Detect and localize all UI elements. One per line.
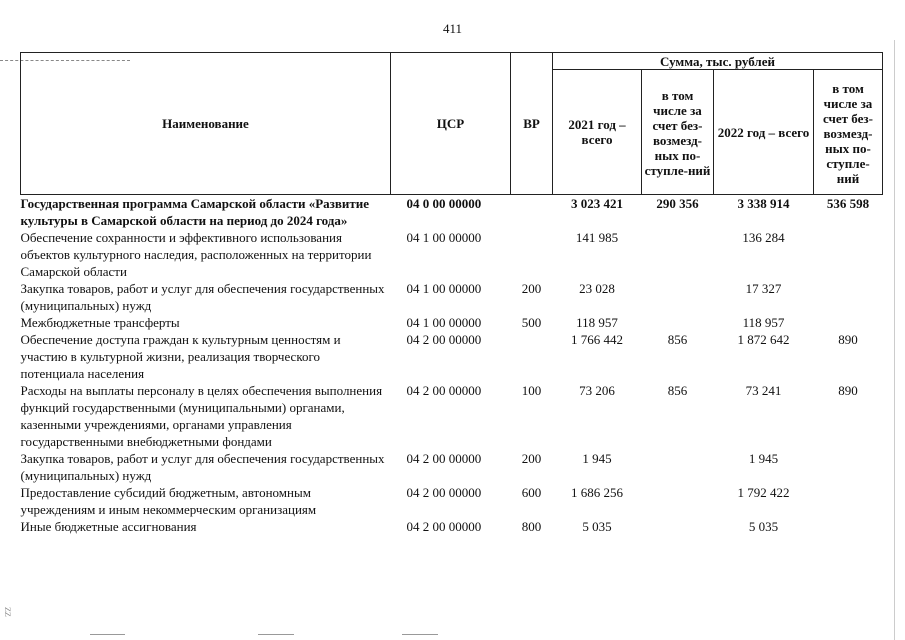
row-2021-free	[642, 450, 714, 484]
table-row	[21, 280, 883, 314]
row-2022-total: 73 241	[745, 383, 782, 398]
header-vr: ВР	[511, 53, 553, 195]
table-row	[21, 518, 883, 535]
header-csr: ЦСР	[391, 53, 511, 195]
row-vr: 200	[521, 451, 542, 466]
row-csr: 04 2 00 00000	[406, 519, 482, 534]
row-vr: 500	[521, 315, 542, 330]
row-2022-total: 3 338 914	[714, 195, 814, 230]
row-csr: 04 1 00 00000	[406, 315, 482, 330]
row-2022-total: 17 327	[745, 281, 782, 296]
row-2022-total: 136 284	[742, 230, 785, 245]
row-csr: 04 2 00 00000	[406, 451, 482, 466]
row-2022-total: 1 872 642	[737, 332, 790, 347]
row-csr: 04 2 00 00000	[406, 332, 482, 347]
row-2022-free	[814, 518, 883, 535]
row-2022-total: 1 792 422	[737, 485, 790, 500]
row-2022-total: 5 035	[748, 519, 779, 534]
table-header	[21, 53, 883, 195]
row-csr: 04 0 00 00000	[391, 195, 511, 230]
row-name: Иные бюджетные ассигнования	[20, 519, 197, 534]
row-2021-total: 1 945	[582, 451, 612, 466]
page-number: 411	[442, 21, 463, 36]
header-2021-free: в том числе за счет без-возмезд-ных по-ступле-ний	[642, 70, 714, 195]
row-name: Государственная программа Самарской области «Развитие культуры в Самарской области на период до 2024 года»	[21, 195, 391, 230]
row-2021-total: 3 023 421	[553, 195, 642, 230]
row-2021-free	[642, 229, 714, 280]
row-2021-total: 73 206	[579, 383, 615, 398]
scan-edge-line	[894, 40, 895, 640]
row-2022-free: 536 598	[814, 195, 883, 230]
row-2021-free: 856	[667, 383, 688, 398]
row-vr	[511, 331, 553, 382]
row-name: Расходы на выплаты персоналу в целях обеспечения выполнения функций государственными (муниципальными) органами, казенными учреждениями, органами управления государственными внебюджетными фондами	[20, 383, 383, 449]
row-vr: 600	[521, 485, 542, 500]
row-2022-total: 118 957	[742, 315, 785, 330]
row-csr: 04 2 00 00000	[406, 383, 482, 398]
row-vr	[511, 229, 553, 280]
row-2022-free: 890	[838, 332, 858, 347]
row-2021-free: 290 356	[642, 195, 714, 230]
row-vr: 800	[521, 519, 542, 534]
row-2022-free	[814, 280, 883, 314]
table-row	[21, 229, 883, 280]
row-2021-free: 856	[667, 332, 688, 347]
margin-mark: ZZ	[3, 607, 12, 617]
header-2022-free: в том числе за счет без-возмезд-ных по-ступле-ний	[814, 70, 883, 195]
row-name: Обеспечение доступа граждан к культурным ценностям и участию в культурной жизни, реализация творческого потенциала населения	[20, 332, 341, 381]
row-2021-total: 23 028	[579, 281, 615, 296]
table-row	[21, 484, 883, 518]
row-csr: 04 1 00 00000	[406, 281, 482, 296]
table-row	[21, 195, 883, 230]
row-2021-total: 118 957	[576, 315, 618, 330]
table-row	[21, 331, 883, 382]
table-row	[21, 314, 883, 331]
row-2021-free	[642, 280, 714, 314]
table-body	[21, 195, 883, 536]
row-2021-free	[642, 314, 714, 331]
row-csr: 04 1 00 00000	[406, 230, 482, 245]
row-2021-free	[642, 518, 714, 535]
header-2021-total: 2021 год – всего	[553, 70, 642, 195]
row-2021-total: 5 035	[582, 519, 612, 534]
table-row	[21, 382, 883, 450]
row-2021-total: 1 686 256	[571, 485, 623, 500]
row-2022-free	[814, 450, 883, 484]
scan-artifact-lines	[0, 634, 905, 640]
row-2022-free	[814, 229, 883, 280]
table-row	[21, 450, 883, 484]
row-2021-total: 1 766 442	[571, 332, 623, 347]
row-2021-total: 141 985	[575, 230, 619, 245]
row-vr	[511, 195, 553, 230]
row-vr: 200	[521, 281, 542, 296]
row-2022-total: 1 945	[748, 451, 779, 466]
row-2022-free	[814, 484, 883, 518]
row-name: Межбюджетные трансферты	[20, 315, 180, 330]
row-vr: 100	[521, 383, 542, 398]
row-2021-free	[642, 484, 714, 518]
row-name: Обеспечение сохранности и эффективного использования объектов культурного наследия, расположенных на территории Самарской области	[20, 230, 372, 279]
row-csr: 04 2 00 00000	[406, 485, 482, 500]
budget-table	[20, 52, 883, 535]
row-name: Закупка товаров, работ и услуг для обеспечения государственных (муниципальных) нужд	[20, 281, 385, 313]
header-sum-group: Сумма, тыс. рублей	[553, 53, 883, 70]
header-2022-total: 2022 год – всего	[714, 70, 814, 195]
row-2022-free: 890	[838, 383, 858, 398]
header-name: Наименование	[21, 53, 391, 195]
row-name: Предоставление субсидий бюджетным, автономным учреждениям и иным некоммерческим организациям	[20, 485, 317, 517]
row-2022-free	[814, 314, 883, 331]
row-name: Закупка товаров, работ и услуг для обеспечения государственных (муниципальных) нужд	[20, 451, 385, 483]
